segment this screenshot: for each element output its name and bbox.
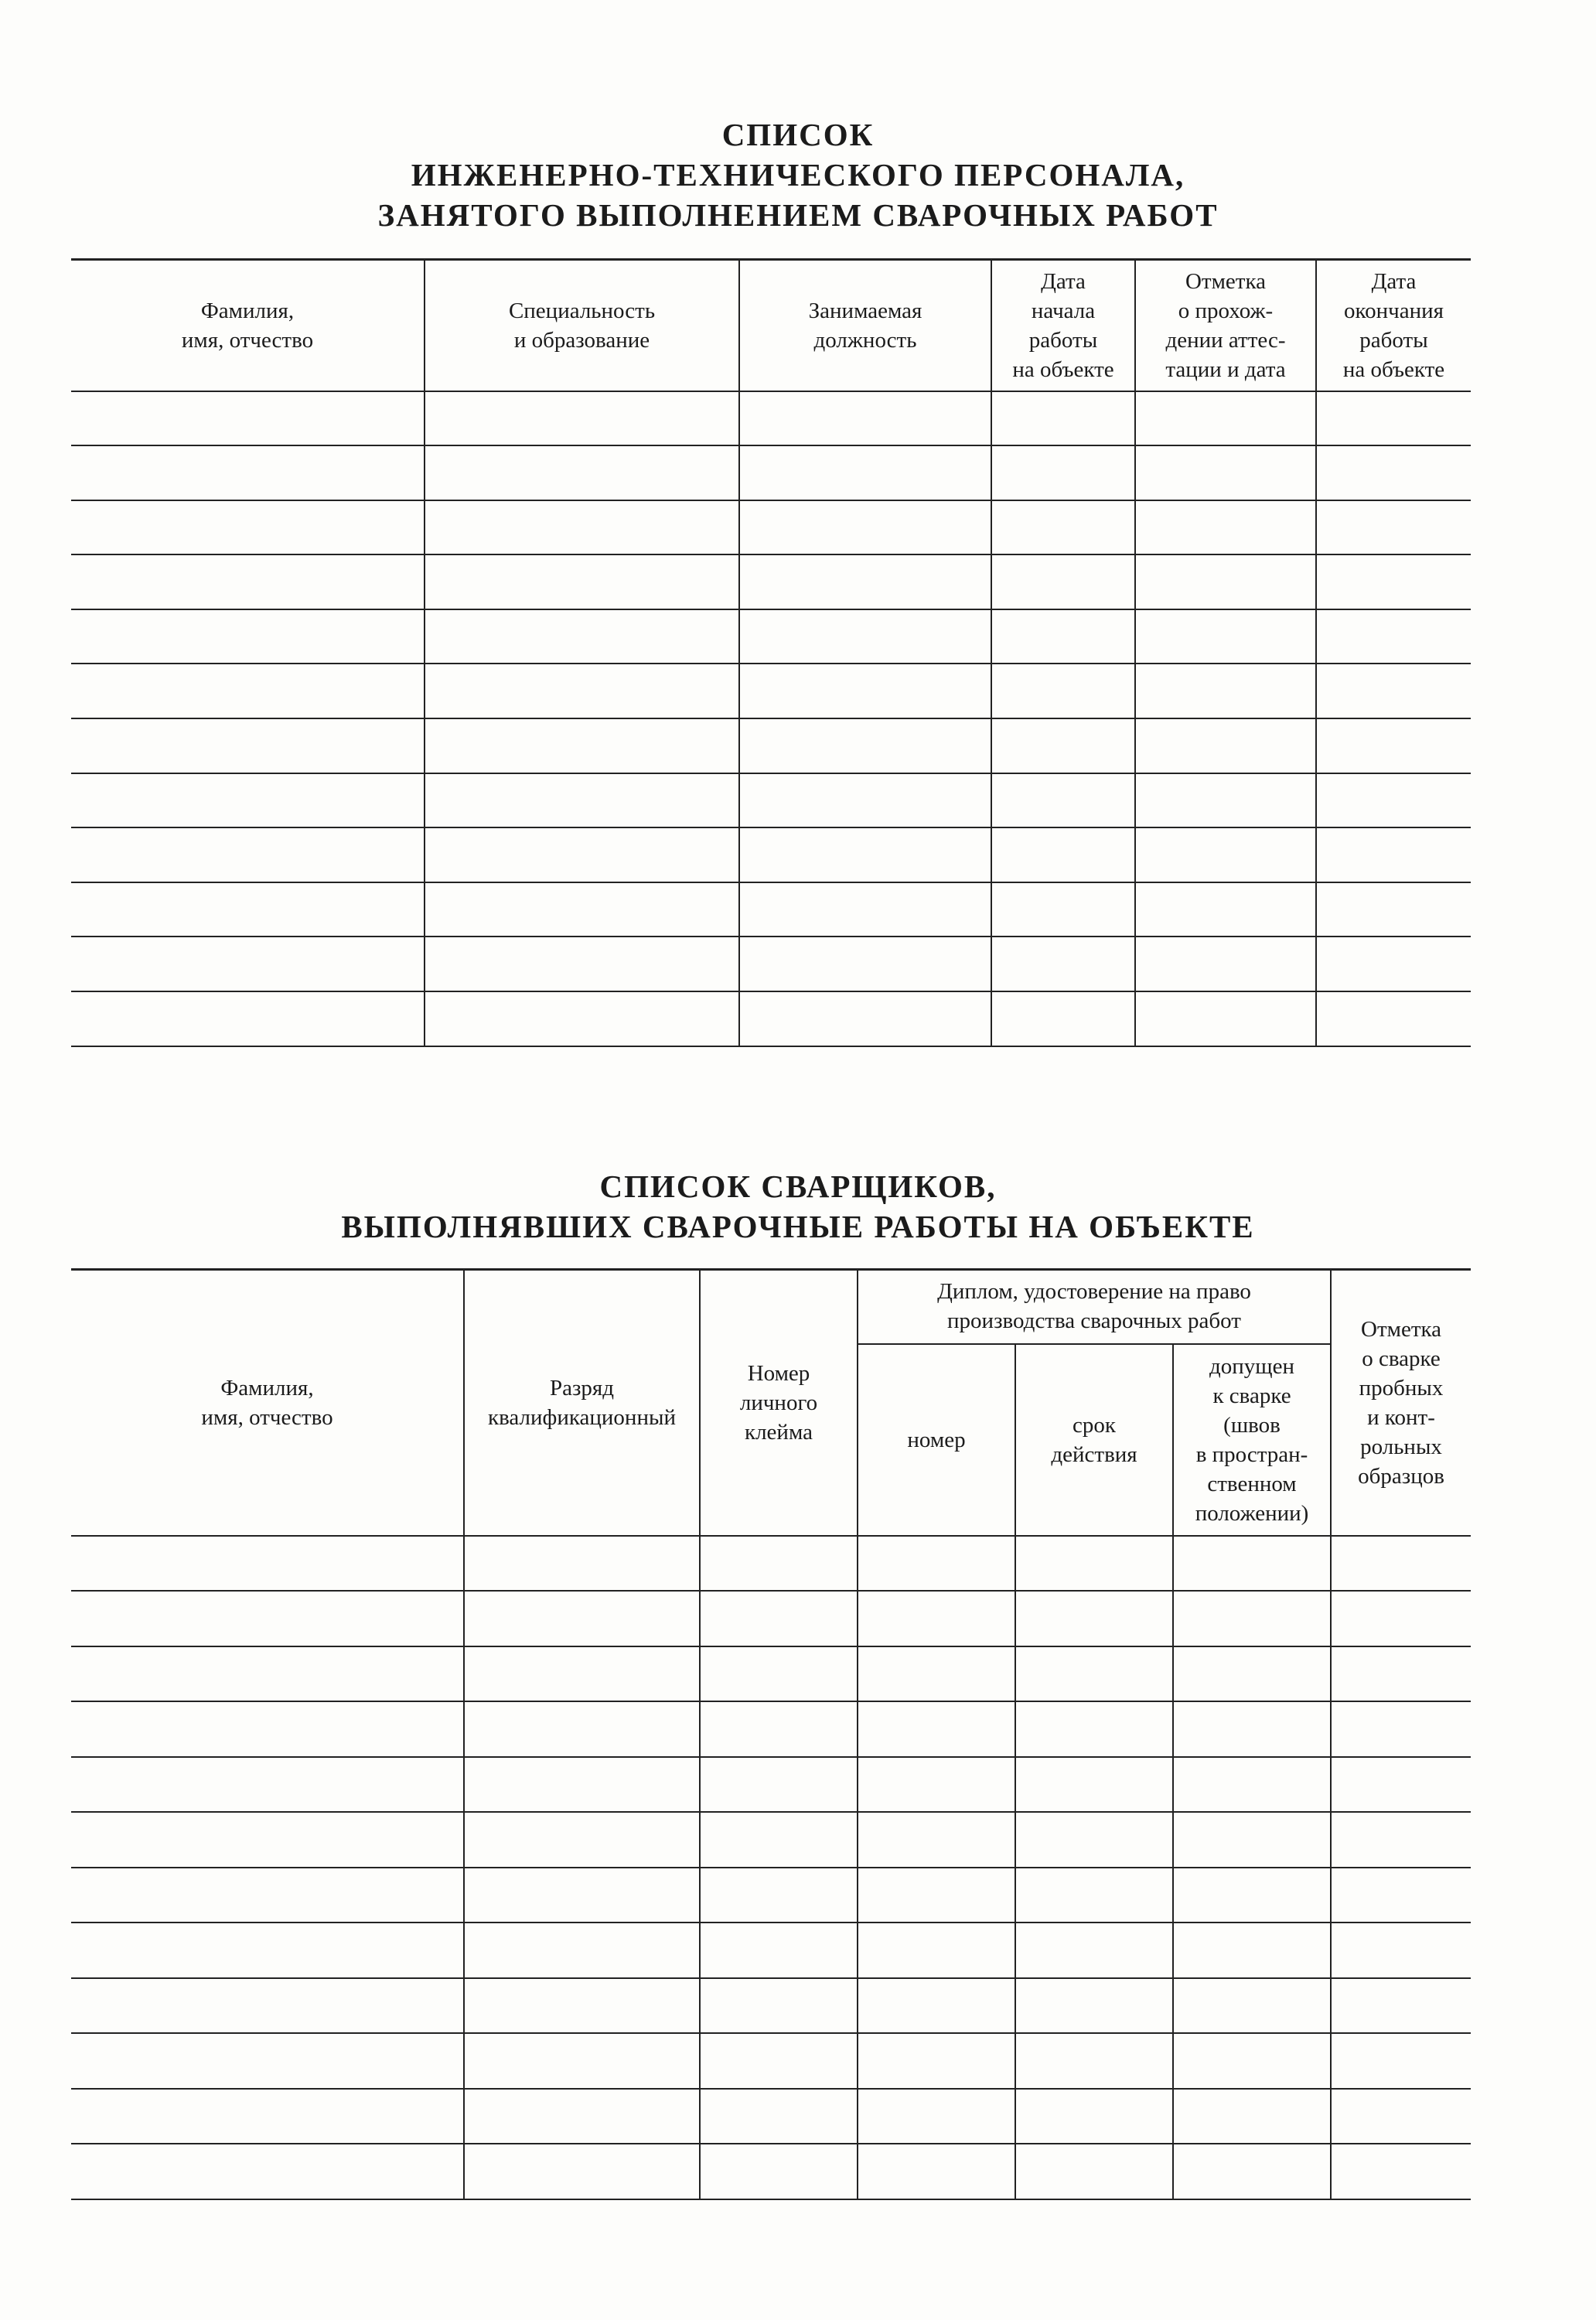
empty-cell[interactable] [71,1923,464,1978]
table-row [71,1646,1471,1702]
empty-cell[interactable] [1135,827,1316,882]
table-row [71,1923,1471,1978]
header-row [71,260,1471,391]
empty-cell[interactable] [71,500,425,555]
empty-cell[interactable] [1015,2033,1173,2089]
title-line: ВЫПОЛНЯВШИХ СВАРОЧНЫЕ РАБОТЫ НА ОБЪЕКТЕ [341,1209,1255,1244]
empty-cell[interactable] [1316,609,1471,664]
empty-cell[interactable] [1015,2089,1173,2144]
empty-cell[interactable] [700,2144,858,2199]
empty-cell[interactable] [1015,1536,1173,1592]
table-row [71,1978,1471,2034]
empty-cell[interactable] [858,1923,1015,1978]
empty-cell[interactable] [464,2144,700,2199]
empty-cell[interactable] [71,1536,464,1592]
empty-cell[interactable] [1331,2144,1471,2199]
empty-cell[interactable] [991,991,1135,1046]
table-row [71,2144,1471,2199]
empty-cell[interactable] [1015,1701,1173,1757]
empty-cell[interactable] [1316,445,1471,500]
title-line: ИНЖЕНЕРНО-ТЕХНИЧЕСКОГО ПЕРСОНАЛА, [411,157,1185,193]
header-full-name: Фамилия, имя, отчество [71,1270,464,1536]
empty-cell[interactable] [858,1591,1015,1646]
empty-cell[interactable] [1135,609,1316,664]
empty-cell[interactable] [858,2033,1015,2089]
empty-cell[interactable] [425,773,739,828]
table-row [71,609,1471,664]
empty-cell[interactable] [858,2089,1015,2144]
empty-cell[interactable] [858,1701,1015,1757]
empty-cell[interactable] [1135,773,1316,828]
empty-cell[interactable] [1015,1591,1173,1646]
engineering-staff-table [71,258,1471,1047]
header-specialty-education: Специальность и образование [425,260,739,391]
empty-cell[interactable] [991,664,1135,718]
table-row [71,554,1471,609]
empty-cell[interactable] [739,937,991,991]
empty-cell[interactable] [1135,554,1316,609]
empty-cell[interactable] [1135,882,1316,937]
table-row [71,2033,1471,2089]
header-sample-welding-mark: Отметка о сварке пробных и конт- рольных образцов [1331,1270,1471,1536]
empty-cell[interactable] [71,882,425,937]
empty-cell[interactable] [700,2033,858,2089]
empty-cell[interactable] [700,1591,858,1646]
header-diploma-validity: срок действия [1015,1344,1173,1536]
header-start-date: Дата начала работы на объекте [991,260,1135,391]
empty-cell[interactable] [700,1536,858,1592]
empty-cell[interactable] [425,991,739,1046]
empty-cell[interactable] [1316,664,1471,718]
empty-cell[interactable] [71,1978,464,2034]
empty-cell[interactable] [71,718,425,773]
empty-cell[interactable] [1173,1923,1331,1978]
empty-cell[interactable] [425,609,739,664]
empty-cell[interactable] [71,827,425,882]
empty-cell[interactable] [1135,991,1316,1046]
empty-cell[interactable] [464,1757,700,1813]
empty-cell[interactable] [991,718,1135,773]
welders-list-title [0,1166,1596,1247]
empty-cell[interactable] [1173,1701,1331,1757]
empty-cell[interactable] [1173,2089,1331,2144]
empty-cell[interactable] [700,1923,858,1978]
empty-cell[interactable] [71,1868,464,1923]
empty-cell[interactable] [464,2033,700,2089]
empty-cell[interactable] [700,2089,858,2144]
empty-cell[interactable] [71,2144,464,2199]
table-row [71,664,1471,718]
table-row [71,937,1471,991]
empty-cell[interactable] [1135,664,1316,718]
empty-cell[interactable] [1316,937,1471,991]
empty-cell[interactable] [464,1812,700,1868]
empty-cell[interactable] [700,1646,858,1702]
empty-cell[interactable] [1015,1757,1173,1813]
empty-cell[interactable] [991,827,1135,882]
empty-cell[interactable] [1331,1536,1471,1592]
empty-cell[interactable] [1135,500,1316,555]
header-certification-mark: Отметка о прохож- дении аттес- тации и дата [1135,260,1316,391]
empty-cell[interactable] [1015,1923,1173,1978]
empty-cell[interactable] [1331,1923,1471,1978]
empty-cell[interactable] [858,1646,1015,1702]
empty-cell[interactable] [71,554,425,609]
empty-cell[interactable] [1173,2144,1331,2199]
empty-cell[interactable] [700,1701,858,1757]
empty-cell[interactable] [991,609,1135,664]
empty-cell[interactable] [700,1978,858,2034]
empty-cell[interactable] [991,391,1135,446]
empty-cell[interactable] [71,445,425,500]
header-diploma-admitted: допущен к сварке (швов в простран- ственном положении) [1173,1344,1331,1536]
empty-cell[interactable] [1015,1868,1173,1923]
empty-cell[interactable] [700,1868,858,1923]
empty-cell[interactable] [739,827,991,882]
empty-cell[interactable] [464,1868,700,1923]
empty-cell[interactable] [1331,2089,1471,2144]
empty-cell[interactable] [464,1536,700,1592]
empty-cell[interactable] [464,1978,700,2034]
empty-cell[interactable] [1173,1978,1331,2034]
empty-cell[interactable] [739,500,991,555]
empty-cell[interactable] [71,773,425,828]
header-stamp-number: Номер личного клейма [700,1270,858,1536]
empty-cell[interactable] [464,2089,700,2144]
empty-cell[interactable] [1316,554,1471,609]
empty-cell[interactable] [1135,718,1316,773]
empty-cell[interactable] [1173,1536,1331,1592]
empty-cell[interactable] [425,718,739,773]
empty-cell[interactable] [858,1812,1015,1868]
empty-cell[interactable] [1173,1868,1331,1923]
empty-cell[interactable] [71,937,425,991]
empty-cell[interactable] [464,1701,700,1757]
table-row [71,500,1471,555]
empty-cell[interactable] [71,991,425,1046]
empty-cell[interactable] [1173,1812,1331,1868]
empty-cell[interactable] [991,773,1135,828]
empty-cell[interactable] [425,554,739,609]
empty-cell[interactable] [739,391,991,446]
table-row [71,827,1471,882]
table-row [71,1591,1471,1646]
header-diploma-number: номер [858,1344,1015,1536]
empty-cell[interactable] [739,554,991,609]
empty-cell[interactable] [1135,937,1316,991]
empty-cell[interactable] [1015,1978,1173,2034]
empty-cell[interactable] [991,554,1135,609]
empty-cell[interactable] [1015,2144,1173,2199]
empty-cell[interactable] [425,827,739,882]
table-row [71,991,1471,1046]
empty-cell[interactable] [1173,1646,1331,1702]
table-row [71,1536,1471,1592]
empty-cell[interactable] [71,1757,464,1813]
empty-cell[interactable] [739,882,991,937]
header-full-name: Фамилия, имя, отчество [71,260,425,391]
header-row [71,1270,1471,1344]
empty-cell[interactable] [1135,391,1316,446]
empty-cell[interactable] [71,664,425,718]
empty-cell[interactable] [425,882,739,937]
empty-cell[interactable] [71,2089,464,2144]
header-end-date: Дата окончания работы на объекте [1316,260,1471,391]
empty-cell[interactable] [858,1757,1015,1813]
empty-cell[interactable] [71,1646,464,1702]
table-row [71,882,1471,937]
title-line: СПИСОК СВАРЩИКОВ, [599,1169,997,1204]
empty-cell[interactable] [71,391,425,446]
empty-cell[interactable] [71,1812,464,1868]
table-row [71,391,1471,446]
empty-cell[interactable] [991,937,1135,991]
empty-cell[interactable] [1331,1812,1471,1868]
empty-cell[interactable] [858,1868,1015,1923]
empty-cell[interactable] [1331,1701,1471,1757]
empty-cell[interactable] [1173,1757,1331,1813]
empty-cell[interactable] [739,773,991,828]
empty-cell[interactable] [71,1701,464,1757]
empty-cell[interactable] [991,882,1135,937]
empty-cell[interactable] [1173,1591,1331,1646]
table-row [71,1868,1471,1923]
empty-cell[interactable] [71,2033,464,2089]
empty-cell[interactable] [1316,718,1471,773]
empty-cell[interactable] [464,1591,700,1646]
header-position: Занимаемая должность [739,260,991,391]
empty-cell[interactable] [1331,1978,1471,2034]
empty-cell[interactable] [1316,882,1471,937]
empty-cell[interactable] [1015,1812,1173,1868]
empty-cell[interactable] [1331,1646,1471,1702]
title-line: СПИСОК [721,117,875,152]
empty-cell[interactable] [858,2144,1015,2199]
empty-cell[interactable] [425,391,739,446]
engineering-staff-list-title [0,114,1596,235]
empty-cell[interactable] [1015,1646,1173,1702]
empty-cell[interactable] [71,1591,464,1646]
table-row [71,718,1471,773]
table-row [71,1812,1471,1868]
empty-cell[interactable] [464,1646,700,1702]
empty-cell[interactable] [858,1978,1015,2034]
table-row [71,1701,1471,1757]
table-row [71,445,1471,500]
table-row [71,773,1471,828]
empty-cell[interactable] [700,1812,858,1868]
empty-cell[interactable] [739,445,991,500]
empty-cell[interactable] [1331,2033,1471,2089]
empty-cell[interactable] [1331,1591,1471,1646]
empty-cell[interactable] [425,664,739,718]
empty-cell[interactable] [71,609,425,664]
empty-cell[interactable] [991,500,1135,555]
empty-cell[interactable] [700,1757,858,1813]
empty-cell[interactable] [991,445,1135,500]
header-qualification-grade: Разряд квалификационный [464,1270,700,1536]
empty-cell[interactable] [464,1923,700,1978]
empty-cell[interactable] [1331,1757,1471,1813]
empty-cell[interactable] [425,937,739,991]
empty-cell[interactable] [1316,827,1471,882]
welders-table [71,1268,1471,2200]
empty-cell[interactable] [1316,391,1471,446]
empty-cell[interactable] [1173,2033,1331,2089]
empty-cell[interactable] [739,718,991,773]
empty-cell[interactable] [1316,991,1471,1046]
empty-cell[interactable] [1316,773,1471,828]
header-diploma-group: Диплом, удостоверение на право производства сварочных работ [858,1270,1331,1344]
table-row [71,1757,1471,1813]
empty-cell[interactable] [425,500,739,555]
empty-cell[interactable] [1135,445,1316,500]
empty-cell[interactable] [425,445,739,500]
table-row [71,2089,1471,2144]
empty-cell[interactable] [739,991,991,1046]
empty-cell[interactable] [739,609,991,664]
empty-cell[interactable] [739,664,991,718]
empty-cell[interactable] [1316,500,1471,555]
empty-cell[interactable] [1331,1868,1471,1923]
title-line: ЗАНЯТОГО ВЫПОЛНЕНИЕМ СВАРОЧНЫХ РАБОТ [377,197,1219,233]
empty-cell[interactable] [858,1536,1015,1592]
